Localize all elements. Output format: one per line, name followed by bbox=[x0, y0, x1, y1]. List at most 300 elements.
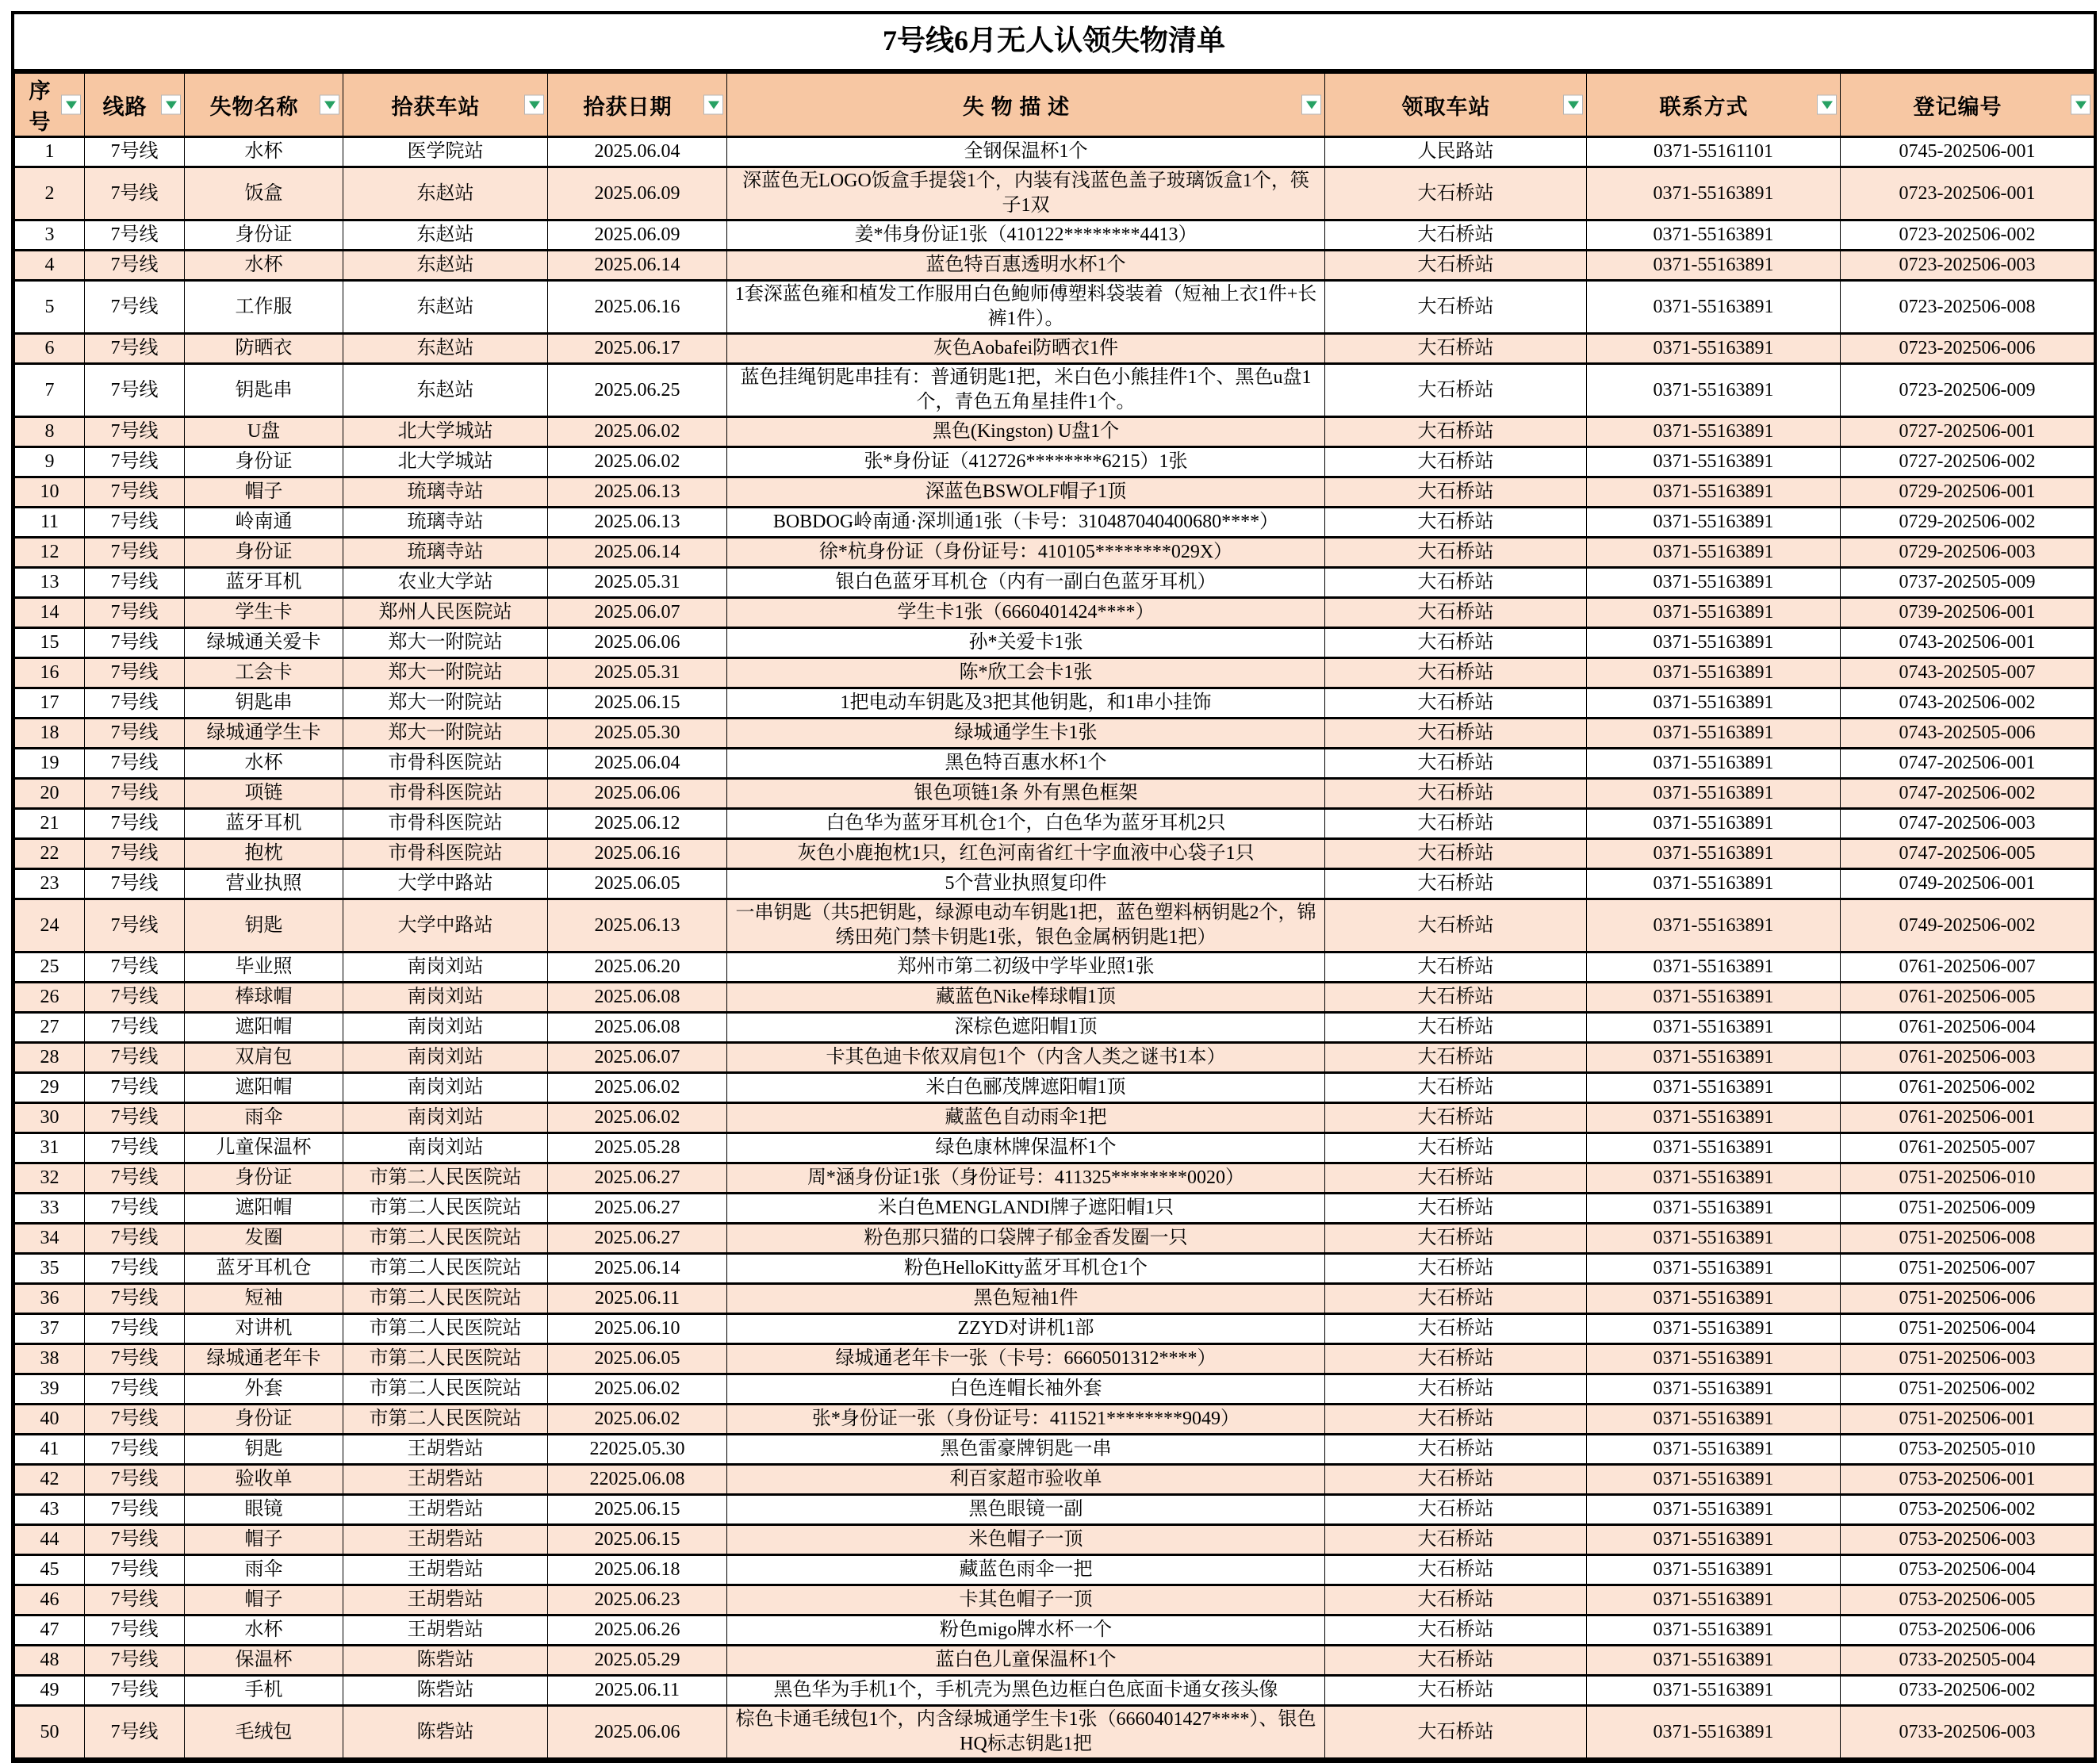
cell-line[interactable]: 7号线 bbox=[85, 719, 185, 749]
cell-contact[interactable]: 0371-55163891 bbox=[1587, 251, 1841, 281]
cell-description[interactable]: 蓝白色儿童保温杯1个 bbox=[727, 1646, 1325, 1676]
cell-contact[interactable]: 0371-55163891 bbox=[1587, 952, 1841, 983]
cell-found-date[interactable]: 2025.06.15 bbox=[548, 1495, 727, 1525]
cell-found-date[interactable]: 2025.06.07 bbox=[548, 598, 727, 628]
cell-description[interactable]: 黑色华为手机1个，手机壳为黑色边框白色底面卡通女孩头像 bbox=[727, 1676, 1325, 1706]
cell-contact[interactable]: 0371-55163891 bbox=[1587, 1495, 1841, 1525]
cell-contact[interactable]: 0371-55163891 bbox=[1587, 334, 1841, 364]
cell-description[interactable]: 黑色眼镜一副 bbox=[727, 1495, 1325, 1525]
cell-description[interactable]: 一串钥匙（共5把钥匙，绿源电动车钥匙1把，蓝色塑料柄钥匙2个，锦绣田苑门禁卡钥匙1张，银色金属柄钥匙1把） bbox=[727, 899, 1325, 952]
cell-registration-no[interactable]: 0753-202506-004 bbox=[1841, 1555, 2094, 1585]
cell-pickup-station[interactable]: 大石桥站 bbox=[1325, 1374, 1587, 1405]
cell-found-date[interactable]: 2025.06.18 bbox=[548, 1555, 727, 1585]
cell-found-station[interactable]: 市骨科医院站 bbox=[343, 839, 548, 869]
cell-pickup-station[interactable]: 大石桥站 bbox=[1325, 447, 1587, 477]
cell-serial[interactable]: 38 bbox=[15, 1344, 85, 1374]
cell-found-date[interactable]: 2025.06.20 bbox=[548, 952, 727, 983]
cell-found-station[interactable]: 王胡砦站 bbox=[343, 1555, 548, 1585]
cell-line[interactable]: 7号线 bbox=[85, 417, 185, 447]
cell-found-date[interactable]: 22025.06.08 bbox=[548, 1465, 727, 1495]
cell-line[interactable]: 7号线 bbox=[85, 1224, 185, 1254]
cell-line[interactable]: 7号线 bbox=[85, 1284, 185, 1314]
cell-serial[interactable]: 28 bbox=[15, 1043, 85, 1073]
cell-line[interactable]: 7号线 bbox=[85, 628, 185, 658]
cell-found-date[interactable]: 2025.06.16 bbox=[548, 839, 727, 869]
cell-description[interactable]: 灰色Aobafei防晒衣1件 bbox=[727, 334, 1325, 364]
cell-line[interactable]: 7号线 bbox=[85, 1615, 185, 1646]
cell-serial[interactable]: 19 bbox=[15, 749, 85, 779]
cell-found-date[interactable]: 2025.06.08 bbox=[548, 1013, 727, 1043]
cell-line[interactable]: 7号线 bbox=[85, 1374, 185, 1405]
cell-found-station[interactable]: 南岗刘站 bbox=[343, 983, 548, 1013]
cell-item-name[interactable]: 抱枕 bbox=[185, 839, 343, 869]
cell-item-name[interactable]: 对讲机 bbox=[185, 1314, 343, 1344]
cell-item-name[interactable]: 水杯 bbox=[185, 251, 343, 281]
cell-found-date[interactable]: 2025.06.09 bbox=[548, 220, 727, 251]
cell-pickup-station[interactable]: 大石桥站 bbox=[1325, 220, 1587, 251]
cell-line[interactable]: 7号线 bbox=[85, 1254, 185, 1284]
cell-found-date[interactable]: 2025.06.23 bbox=[548, 1585, 727, 1615]
cell-found-station[interactable]: 市第二人民医院站 bbox=[343, 1163, 548, 1194]
cell-contact[interactable]: 0371-55163891 bbox=[1587, 1133, 1841, 1163]
cell-pickup-station[interactable]: 大石桥站 bbox=[1325, 952, 1587, 983]
column-header-description[interactable] bbox=[727, 73, 1325, 137]
cell-found-date[interactable]: 2025.06.14 bbox=[548, 1254, 727, 1284]
cell-line[interactable]: 7号线 bbox=[85, 508, 185, 538]
cell-found-date[interactable]: 2025.06.02 bbox=[548, 1405, 727, 1435]
cell-registration-no[interactable]: 0751-202506-006 bbox=[1841, 1284, 2094, 1314]
cell-description[interactable]: 徐*杭身份证（身份证号：410105********029X） bbox=[727, 538, 1325, 568]
cell-description[interactable]: 陈*欣工会卡1张 bbox=[727, 658, 1325, 688]
cell-pickup-station[interactable]: 大石桥站 bbox=[1325, 1435, 1587, 1465]
cell-found-date[interactable]: 2025.06.26 bbox=[548, 1615, 727, 1646]
cell-found-station[interactable]: 市第二人民医院站 bbox=[343, 1284, 548, 1314]
cell-item-name[interactable]: 营业执照 bbox=[185, 869, 343, 899]
cell-serial[interactable]: 33 bbox=[15, 1194, 85, 1224]
cell-serial[interactable]: 16 bbox=[15, 658, 85, 688]
cell-registration-no[interactable]: 0727-202506-001 bbox=[1841, 417, 2094, 447]
cell-contact[interactable]: 0371-55163891 bbox=[1587, 1706, 1841, 1759]
cell-line[interactable]: 7号线 bbox=[85, 1405, 185, 1435]
cell-serial[interactable]: 8 bbox=[15, 417, 85, 447]
cell-description[interactable]: 米色帽子一顶 bbox=[727, 1525, 1325, 1555]
cell-registration-no[interactable]: 0739-202506-001 bbox=[1841, 598, 2094, 628]
cell-contact[interactable]: 0371-55163891 bbox=[1587, 477, 1841, 508]
cell-registration-no[interactable]: 0751-202506-001 bbox=[1841, 1405, 2094, 1435]
cell-pickup-station[interactable]: 大石桥站 bbox=[1325, 1495, 1587, 1525]
cell-serial[interactable]: 10 bbox=[15, 477, 85, 508]
cell-pickup-station[interactable]: 大石桥站 bbox=[1325, 167, 1587, 220]
cell-pickup-station[interactable]: 大石桥站 bbox=[1325, 251, 1587, 281]
cell-contact[interactable]: 0371-55163891 bbox=[1587, 1646, 1841, 1676]
cell-registration-no[interactable]: 0743-202505-007 bbox=[1841, 658, 2094, 688]
cell-pickup-station[interactable]: 大石桥站 bbox=[1325, 628, 1587, 658]
cell-line[interactable]: 7号线 bbox=[85, 251, 185, 281]
cell-serial[interactable]: 23 bbox=[15, 869, 85, 899]
cell-registration-no[interactable]: 0751-202506-002 bbox=[1841, 1374, 2094, 1405]
cell-found-station[interactable]: 南岗刘站 bbox=[343, 952, 548, 983]
cell-found-station[interactable]: 东赵站 bbox=[343, 364, 548, 417]
cell-item-name[interactable]: 毕业照 bbox=[185, 952, 343, 983]
cell-found-station[interactable]: 市骨科医院站 bbox=[343, 779, 548, 809]
cell-found-date[interactable]: 2025.06.02 bbox=[548, 447, 727, 477]
cell-description[interactable]: 姜*伟身份证1张（410122********4413） bbox=[727, 220, 1325, 251]
cell-item-name[interactable]: 钥匙 bbox=[185, 899, 343, 952]
cell-description[interactable]: 粉色HelloKitty蓝牙耳机仓1个 bbox=[727, 1254, 1325, 1284]
cell-serial[interactable]: 31 bbox=[15, 1133, 85, 1163]
cell-description[interactable]: 张*身份证一张（身份证号：411521********9049） bbox=[727, 1405, 1325, 1435]
cell-pickup-station[interactable]: 大石桥站 bbox=[1325, 568, 1587, 598]
cell-line[interactable]: 7号线 bbox=[85, 167, 185, 220]
cell-contact[interactable]: 0371-55163891 bbox=[1587, 1073, 1841, 1103]
cell-line[interactable]: 7号线 bbox=[85, 334, 185, 364]
cell-description[interactable]: 卡其色帽子一顶 bbox=[727, 1585, 1325, 1615]
cell-item-name[interactable]: 保温杯 bbox=[185, 1646, 343, 1676]
cell-found-station[interactable]: 北大学城站 bbox=[343, 417, 548, 447]
cell-item-name[interactable]: 儿童保温杯 bbox=[185, 1133, 343, 1163]
cell-line[interactable]: 7号线 bbox=[85, 1585, 185, 1615]
column-header-found-station[interactable] bbox=[343, 73, 548, 137]
cell-found-station[interactable]: 大学中路站 bbox=[343, 869, 548, 899]
cell-registration-no[interactable]: 0737-202505-009 bbox=[1841, 568, 2094, 598]
cell-pickup-station[interactable]: 大石桥站 bbox=[1325, 869, 1587, 899]
column-header-pickup-station[interactable] bbox=[1325, 73, 1587, 137]
cell-item-name[interactable]: 眼镜 bbox=[185, 1495, 343, 1525]
cell-found-date[interactable]: 2025.06.05 bbox=[548, 869, 727, 899]
cell-contact[interactable]: 0371-55163891 bbox=[1587, 1224, 1841, 1254]
cell-found-date[interactable]: 2025.06.04 bbox=[548, 137, 727, 167]
cell-registration-no[interactable]: 0753-202506-003 bbox=[1841, 1525, 2094, 1555]
cell-pickup-station[interactable]: 大石桥站 bbox=[1325, 809, 1587, 839]
cell-registration-no[interactable]: 0761-202506-002 bbox=[1841, 1073, 2094, 1103]
cell-pickup-station[interactable]: 大石桥站 bbox=[1325, 1615, 1587, 1646]
cell-contact[interactable]: 0371-55163891 bbox=[1587, 869, 1841, 899]
cell-registration-no[interactable]: 0729-202506-003 bbox=[1841, 538, 2094, 568]
cell-registration-no[interactable]: 0761-202505-007 bbox=[1841, 1133, 2094, 1163]
cell-found-station[interactable]: 王胡砦站 bbox=[343, 1585, 548, 1615]
cell-item-name[interactable]: 钥匙串 bbox=[185, 364, 343, 417]
cell-found-station[interactable]: 市第二人民医院站 bbox=[343, 1314, 548, 1344]
cell-found-date[interactable]: 2025.06.06 bbox=[548, 628, 727, 658]
cell-found-date[interactable]: 2025.05.29 bbox=[548, 1646, 727, 1676]
cell-pickup-station[interactable]: 大石桥站 bbox=[1325, 1254, 1587, 1284]
cell-found-station[interactable]: 琉璃寺站 bbox=[343, 508, 548, 538]
cell-serial[interactable]: 47 bbox=[15, 1615, 85, 1646]
cell-item-name[interactable]: 帽子 bbox=[185, 477, 343, 508]
cell-description[interactable]: 全钢保温杯1个 bbox=[727, 137, 1325, 167]
cell-pickup-station[interactable]: 大石桥站 bbox=[1325, 839, 1587, 869]
cell-serial[interactable]: 34 bbox=[15, 1224, 85, 1254]
cell-registration-no[interactable]: 0761-202506-005 bbox=[1841, 983, 2094, 1013]
cell-description[interactable]: 白色华为蓝牙耳机仓1个，白色华为蓝牙耳机2只 bbox=[727, 809, 1325, 839]
cell-pickup-station[interactable]: 大石桥站 bbox=[1325, 1465, 1587, 1495]
cell-found-station[interactable]: 王胡砦站 bbox=[343, 1525, 548, 1555]
cell-serial[interactable]: 30 bbox=[15, 1103, 85, 1133]
cell-found-date[interactable]: 2025.05.28 bbox=[548, 1133, 727, 1163]
cell-serial[interactable]: 40 bbox=[15, 1405, 85, 1435]
cell-found-date[interactable]: 2025.06.06 bbox=[548, 779, 727, 809]
cell-registration-no[interactable]: 0723-202506-008 bbox=[1841, 281, 2094, 334]
cell-contact[interactable]: 0371-55163891 bbox=[1587, 220, 1841, 251]
column-header-found-date[interactable] bbox=[548, 73, 727, 137]
cell-found-date[interactable]: 2025.06.02 bbox=[548, 1073, 727, 1103]
cell-found-station[interactable]: 市第二人民医院站 bbox=[343, 1254, 548, 1284]
cell-found-station[interactable]: 市骨科医院站 bbox=[343, 809, 548, 839]
cell-found-station[interactable]: 郑大一附院站 bbox=[343, 628, 548, 658]
cell-registration-no[interactable]: 0761-202506-004 bbox=[1841, 1013, 2094, 1043]
cell-registration-no[interactable]: 0747-202506-003 bbox=[1841, 809, 2094, 839]
cell-item-name[interactable]: 绿城通关爱卡 bbox=[185, 628, 343, 658]
cell-line[interactable]: 7号线 bbox=[85, 952, 185, 983]
cell-registration-no[interactable]: 0743-202505-006 bbox=[1841, 719, 2094, 749]
cell-description[interactable]: 藏蓝色自动雨伞1把 bbox=[727, 1103, 1325, 1133]
cell-registration-no[interactable]: 0749-202506-002 bbox=[1841, 899, 2094, 952]
cell-found-station[interactable]: 北大学城站 bbox=[343, 447, 548, 477]
cell-serial[interactable]: 37 bbox=[15, 1314, 85, 1344]
cell-pickup-station[interactable]: 大石桥站 bbox=[1325, 1163, 1587, 1194]
cell-registration-no[interactable]: 0761-202506-003 bbox=[1841, 1043, 2094, 1073]
cell-item-name[interactable]: 蓝牙耳机 bbox=[185, 568, 343, 598]
cell-item-name[interactable]: 水杯 bbox=[185, 749, 343, 779]
cell-description[interactable]: 白色连帽长袖外套 bbox=[727, 1374, 1325, 1405]
cell-line[interactable]: 7号线 bbox=[85, 1435, 185, 1465]
filter-dropdown-button[interactable] bbox=[2071, 95, 2090, 115]
cell-contact[interactable]: 0371-55163891 bbox=[1587, 598, 1841, 628]
cell-contact[interactable]: 0371-55163891 bbox=[1587, 719, 1841, 749]
cell-found-date[interactable]: 2025.06.14 bbox=[548, 538, 727, 568]
cell-pickup-station[interactable]: 大石桥站 bbox=[1325, 1043, 1587, 1073]
cell-item-name[interactable]: 帽子 bbox=[185, 1525, 343, 1555]
cell-description[interactable]: 粉色那只猫的口袋牌子郁金香发圈一只 bbox=[727, 1224, 1325, 1254]
cell-serial[interactable]: 9 bbox=[15, 447, 85, 477]
cell-serial[interactable]: 4 bbox=[15, 251, 85, 281]
cell-serial[interactable]: 20 bbox=[15, 779, 85, 809]
cell-description[interactable]: 绿城通学生卡1张 bbox=[727, 719, 1325, 749]
cell-registration-no[interactable]: 0753-202506-001 bbox=[1841, 1465, 2094, 1495]
cell-contact[interactable]: 0371-55163891 bbox=[1587, 809, 1841, 839]
cell-description[interactable]: 深蓝色无LOGO饭盒手提袋1个，内装有浅蓝色盖子玻璃饭盒1个，筷子1双 bbox=[727, 167, 1325, 220]
cell-contact[interactable]: 0371-55163891 bbox=[1587, 1676, 1841, 1706]
cell-found-station[interactable]: 陈砦站 bbox=[343, 1646, 548, 1676]
cell-serial[interactable]: 1 bbox=[15, 137, 85, 167]
cell-found-station[interactable]: 南岗刘站 bbox=[343, 1013, 548, 1043]
cell-registration-no[interactable]: 0751-202506-009 bbox=[1841, 1194, 2094, 1224]
cell-pickup-station[interactable]: 大石桥站 bbox=[1325, 719, 1587, 749]
cell-contact[interactable]: 0371-55163891 bbox=[1587, 1314, 1841, 1344]
cell-found-date[interactable]: 2025.06.13 bbox=[548, 899, 727, 952]
cell-description[interactable]: 蓝色特百惠透明水杯1个 bbox=[727, 251, 1325, 281]
cell-pickup-station[interactable]: 大石桥站 bbox=[1325, 983, 1587, 1013]
cell-contact[interactable]: 0371-55161101 bbox=[1587, 137, 1841, 167]
cell-contact[interactable]: 0371-55163891 bbox=[1587, 1103, 1841, 1133]
cell-serial[interactable]: 50 bbox=[15, 1706, 85, 1759]
cell-line[interactable]: 7号线 bbox=[85, 1555, 185, 1585]
cell-line[interactable]: 7号线 bbox=[85, 1194, 185, 1224]
cell-serial[interactable]: 13 bbox=[15, 568, 85, 598]
cell-pickup-station[interactable]: 大石桥站 bbox=[1325, 508, 1587, 538]
cell-found-date[interactable]: 2025.06.06 bbox=[548, 1706, 727, 1759]
cell-item-name[interactable]: 身份证 bbox=[185, 1163, 343, 1194]
cell-contact[interactable]: 0371-55163891 bbox=[1587, 538, 1841, 568]
cell-found-station[interactable]: 南岗刘站 bbox=[343, 1133, 548, 1163]
cell-pickup-station[interactable]: 大石桥站 bbox=[1325, 1133, 1587, 1163]
cell-found-date[interactable]: 2025.05.31 bbox=[548, 658, 727, 688]
cell-description[interactable]: 蓝色挂绳钥匙串挂有：普通钥匙1把，米白色小熊挂件1个、黑色u盘1个，青色五角星挂件1个。 bbox=[727, 364, 1325, 417]
cell-pickup-station[interactable]: 大石桥站 bbox=[1325, 1405, 1587, 1435]
cell-found-station[interactable]: 市第二人民医院站 bbox=[343, 1374, 548, 1405]
cell-line[interactable]: 7号线 bbox=[85, 1646, 185, 1676]
cell-serial[interactable]: 22 bbox=[15, 839, 85, 869]
cell-serial[interactable]: 27 bbox=[15, 1013, 85, 1043]
cell-pickup-station[interactable]: 大石桥站 bbox=[1325, 1073, 1587, 1103]
cell-description[interactable]: 1套深蓝色雍和植发工作服用白色鲍师傅塑料袋装着（短袖上衣1件+长裤1件）。 bbox=[727, 281, 1325, 334]
cell-serial[interactable]: 43 bbox=[15, 1495, 85, 1525]
cell-registration-no[interactable]: 0751-202506-008 bbox=[1841, 1224, 2094, 1254]
cell-pickup-station[interactable]: 大石桥站 bbox=[1325, 1706, 1587, 1759]
cell-pickup-station[interactable]: 大石桥站 bbox=[1325, 1585, 1587, 1615]
cell-line[interactable]: 7号线 bbox=[85, 1344, 185, 1374]
cell-line[interactable]: 7号线 bbox=[85, 779, 185, 809]
cell-item-name[interactable]: U盘 bbox=[185, 417, 343, 447]
cell-serial[interactable]: 44 bbox=[15, 1525, 85, 1555]
cell-item-name[interactable]: 外套 bbox=[185, 1374, 343, 1405]
cell-item-name[interactable]: 雨伞 bbox=[185, 1103, 343, 1133]
cell-contact[interactable]: 0371-55163891 bbox=[1587, 1344, 1841, 1374]
cell-found-date[interactable]: 2025.06.12 bbox=[548, 809, 727, 839]
cell-found-date[interactable]: 2025.06.08 bbox=[548, 983, 727, 1013]
column-header-registration-no[interactable] bbox=[1841, 73, 2094, 137]
cell-pickup-station[interactable]: 大石桥站 bbox=[1325, 538, 1587, 568]
cell-item-name[interactable]: 验收单 bbox=[185, 1465, 343, 1495]
cell-description[interactable]: 粉色migo牌水杯一个 bbox=[727, 1615, 1325, 1646]
cell-item-name[interactable]: 工会卡 bbox=[185, 658, 343, 688]
cell-found-date[interactable]: 2025.06.11 bbox=[548, 1284, 727, 1314]
cell-description[interactable]: 黑色(Kingston) U盘1个 bbox=[727, 417, 1325, 447]
cell-registration-no[interactable]: 0751-202506-007 bbox=[1841, 1254, 2094, 1284]
cell-contact[interactable]: 0371-55163891 bbox=[1587, 1163, 1841, 1194]
cell-pickup-station[interactable]: 大石桥站 bbox=[1325, 1284, 1587, 1314]
cell-registration-no[interactable]: 0745-202506-001 bbox=[1841, 137, 2094, 167]
cell-item-name[interactable]: 蓝牙耳机仓 bbox=[185, 1254, 343, 1284]
cell-found-date[interactable]: 2025.05.31 bbox=[548, 568, 727, 598]
cell-registration-no[interactable]: 0751-202506-003 bbox=[1841, 1344, 2094, 1374]
cell-found-station[interactable]: 郑大一附院站 bbox=[343, 658, 548, 688]
cell-line[interactable]: 7号线 bbox=[85, 364, 185, 417]
cell-contact[interactable]: 0371-55163891 bbox=[1587, 364, 1841, 417]
cell-line[interactable]: 7号线 bbox=[85, 1706, 185, 1759]
cell-item-name[interactable]: 水杯 bbox=[185, 137, 343, 167]
cell-found-date[interactable]: 2025.06.13 bbox=[548, 477, 727, 508]
cell-serial[interactable]: 45 bbox=[15, 1555, 85, 1585]
cell-item-name[interactable]: 项链 bbox=[185, 779, 343, 809]
cell-found-station[interactable]: 市第二人民医院站 bbox=[343, 1224, 548, 1254]
cell-item-name[interactable]: 钥匙串 bbox=[185, 688, 343, 719]
cell-line[interactable]: 7号线 bbox=[85, 598, 185, 628]
cell-line[interactable]: 7号线 bbox=[85, 1163, 185, 1194]
cell-found-date[interactable]: 2025.06.14 bbox=[548, 251, 727, 281]
cell-description[interactable]: 绿色康林牌保温杯1个 bbox=[727, 1133, 1325, 1163]
cell-item-name[interactable]: 身份证 bbox=[185, 447, 343, 477]
cell-registration-no[interactable]: 0723-202506-003 bbox=[1841, 251, 2094, 281]
cell-item-name[interactable]: 遮阳帽 bbox=[185, 1073, 343, 1103]
cell-item-name[interactable]: 手机 bbox=[185, 1676, 343, 1706]
cell-contact[interactable]: 0371-55163891 bbox=[1587, 628, 1841, 658]
cell-item-name[interactable]: 饭盒 bbox=[185, 167, 343, 220]
cell-contact[interactable]: 0371-55163891 bbox=[1587, 508, 1841, 538]
cell-serial[interactable]: 26 bbox=[15, 983, 85, 1013]
cell-found-date[interactable]: 2025.06.02 bbox=[548, 417, 727, 447]
column-header-serial[interactable] bbox=[15, 73, 85, 137]
cell-item-name[interactable]: 发圈 bbox=[185, 1224, 343, 1254]
cell-contact[interactable]: 0371-55163891 bbox=[1587, 983, 1841, 1013]
cell-registration-no[interactable]: 0761-202506-001 bbox=[1841, 1103, 2094, 1133]
cell-line[interactable]: 7号线 bbox=[85, 809, 185, 839]
cell-description[interactable]: 利百家超市验收单 bbox=[727, 1465, 1325, 1495]
cell-line[interactable]: 7号线 bbox=[85, 538, 185, 568]
cell-line[interactable]: 7号线 bbox=[85, 899, 185, 952]
cell-registration-no[interactable]: 0749-202506-001 bbox=[1841, 869, 2094, 899]
cell-contact[interactable]: 0371-55163891 bbox=[1587, 1555, 1841, 1585]
cell-found-station[interactable]: 农业大学站 bbox=[343, 568, 548, 598]
cell-contact[interactable]: 0371-55163891 bbox=[1587, 1435, 1841, 1465]
cell-found-station[interactable]: 琉璃寺站 bbox=[343, 477, 548, 508]
cell-serial[interactable]: 14 bbox=[15, 598, 85, 628]
cell-contact[interactable]: 0371-55163891 bbox=[1587, 447, 1841, 477]
cell-found-station[interactable]: 市第二人民医院站 bbox=[343, 1405, 548, 1435]
cell-contact[interactable]: 0371-55163891 bbox=[1587, 1374, 1841, 1405]
cell-serial[interactable]: 5 bbox=[15, 281, 85, 334]
cell-registration-no[interactable]: 0743-202506-001 bbox=[1841, 628, 2094, 658]
cell-item-name[interactable]: 工作服 bbox=[185, 281, 343, 334]
cell-found-station[interactable]: 郑大一附院站 bbox=[343, 719, 548, 749]
cell-line[interactable]: 7号线 bbox=[85, 688, 185, 719]
cell-found-station[interactable]: 大学中路站 bbox=[343, 899, 548, 952]
cell-found-date[interactable]: 2025.06.07 bbox=[548, 1043, 727, 1073]
cell-found-date[interactable]: 2025.06.27 bbox=[548, 1194, 727, 1224]
cell-description[interactable]: 银色项链1条 外有黑色框架 bbox=[727, 779, 1325, 809]
cell-line[interactable]: 7号线 bbox=[85, 568, 185, 598]
cell-contact[interactable]: 0371-55163891 bbox=[1587, 1615, 1841, 1646]
cell-item-name[interactable]: 身份证 bbox=[185, 538, 343, 568]
cell-serial[interactable]: 21 bbox=[15, 809, 85, 839]
cell-line[interactable]: 7号线 bbox=[85, 1525, 185, 1555]
cell-registration-no[interactable]: 0723-202506-006 bbox=[1841, 334, 2094, 364]
cell-line[interactable]: 7号线 bbox=[85, 477, 185, 508]
cell-pickup-station[interactable]: 大石桥站 bbox=[1325, 1314, 1587, 1344]
cell-description[interactable]: 深蓝色BSWOLF帽子1顶 bbox=[727, 477, 1325, 508]
cell-item-name[interactable]: 雨伞 bbox=[185, 1555, 343, 1585]
cell-registration-no[interactable]: 0751-202506-010 bbox=[1841, 1163, 2094, 1194]
cell-registration-no[interactable]: 0747-202506-002 bbox=[1841, 779, 2094, 809]
cell-description[interactable]: 学生卡1张（6660401424****） bbox=[727, 598, 1325, 628]
cell-found-station[interactable]: 王胡砦站 bbox=[343, 1435, 548, 1465]
filter-dropdown-button[interactable] bbox=[703, 95, 723, 115]
cell-found-station[interactable]: 王胡砦站 bbox=[343, 1495, 548, 1525]
cell-item-name[interactable]: 身份证 bbox=[185, 220, 343, 251]
cell-serial[interactable]: 49 bbox=[15, 1676, 85, 1706]
cell-found-station[interactable]: 东赵站 bbox=[343, 334, 548, 364]
cell-pickup-station[interactable]: 人民路站 bbox=[1325, 137, 1587, 167]
cell-line[interactable]: 7号线 bbox=[85, 1103, 185, 1133]
cell-serial[interactable]: 46 bbox=[15, 1585, 85, 1615]
filter-dropdown-button[interactable] bbox=[1817, 95, 1837, 115]
cell-found-station[interactable]: 王胡砦站 bbox=[343, 1465, 548, 1495]
cell-line[interactable]: 7号线 bbox=[85, 137, 185, 167]
cell-serial[interactable]: 17 bbox=[15, 688, 85, 719]
cell-found-station[interactable]: 东赵站 bbox=[343, 251, 548, 281]
cell-line[interactable]: 7号线 bbox=[85, 447, 185, 477]
cell-registration-no[interactable]: 0753-202505-010 bbox=[1841, 1435, 2094, 1465]
